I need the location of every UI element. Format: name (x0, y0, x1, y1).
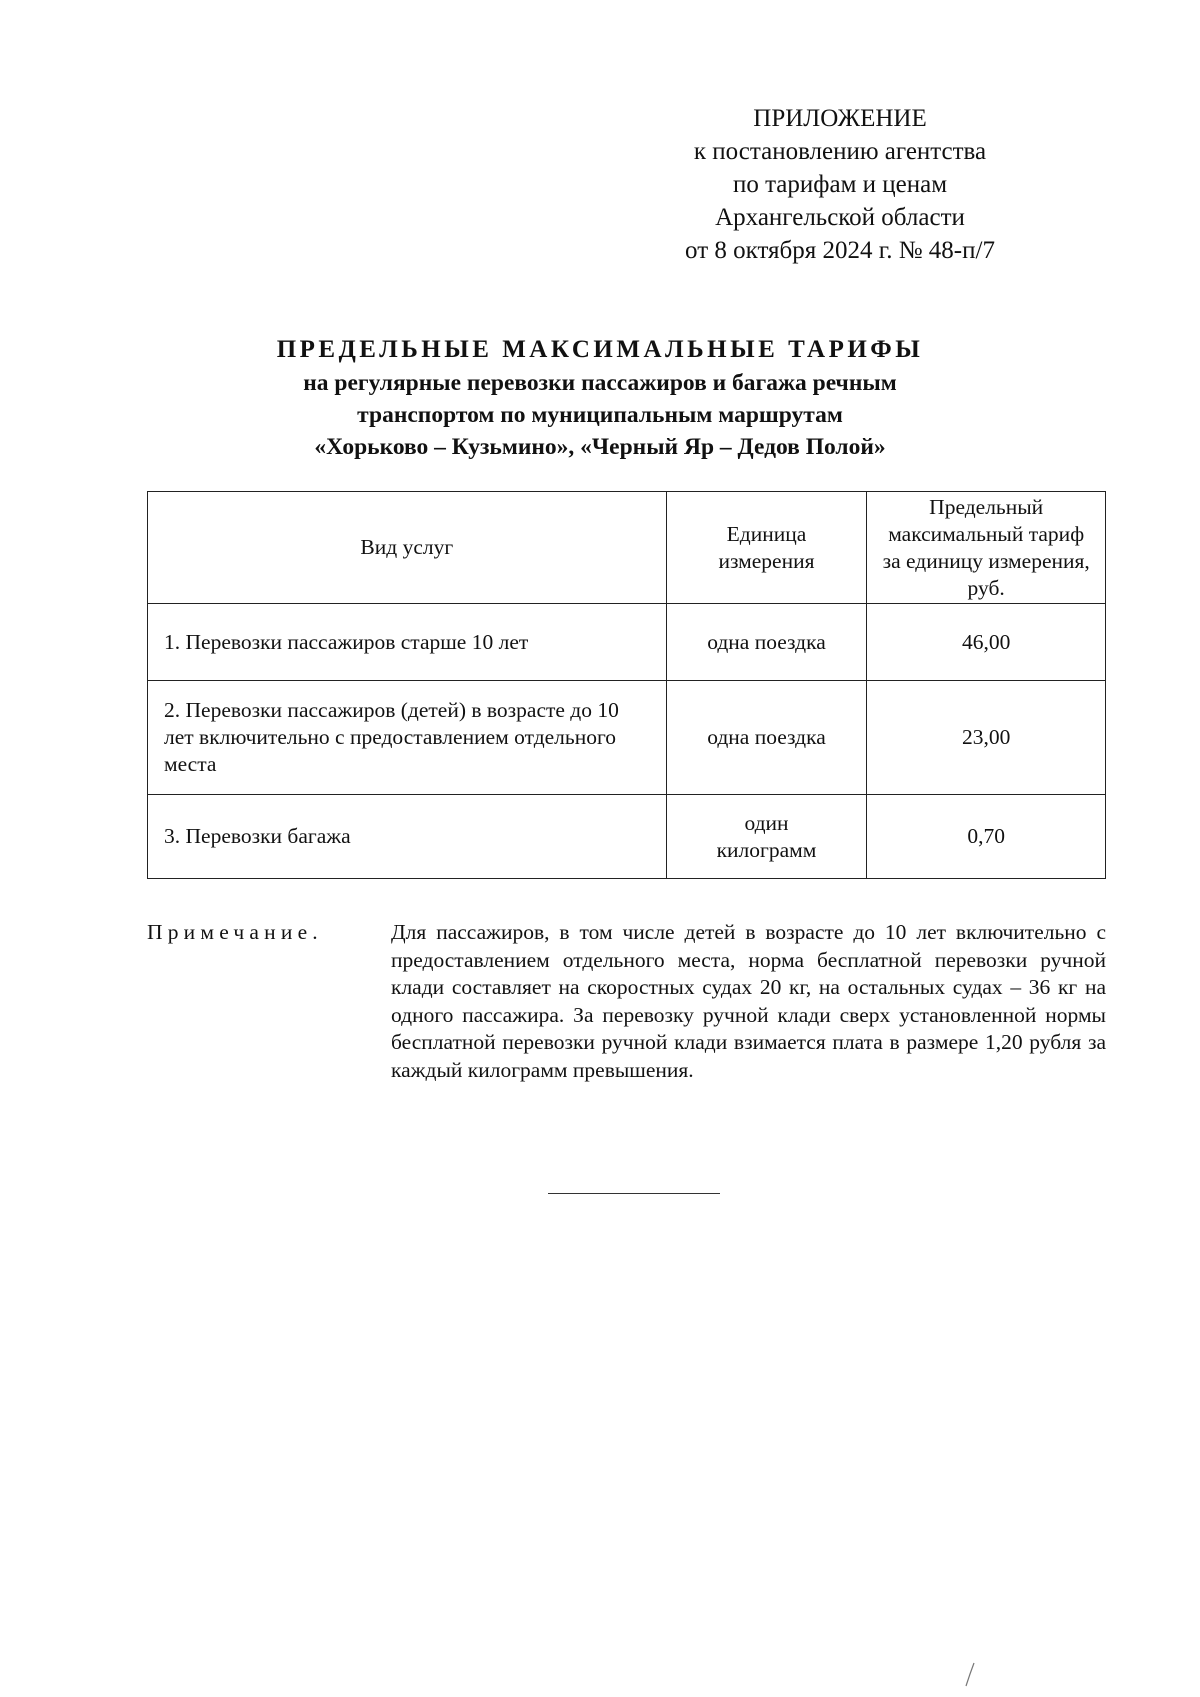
pen-mark (963, 1662, 977, 1693)
document-title (140, 334, 1060, 463)
header-service-type: Вид услуг (148, 492, 667, 604)
service-cell: 3. Перевозки багажа (148, 795, 667, 879)
tariff-cell: 0,70 (867, 795, 1106, 879)
appendix-line: Архангельской области (715, 204, 965, 231)
note-text: Для пассажиров, в том числе детей в возрасте до 10 лет включительно с предоставлением отдельного места, норма бесплатной перевозки ручной клади составляет на скоростных судах 20 кг, на остальных судах – 36 кг на одного пассажира. За перевозку ручной клади сверх установленной нормы бесплатной перевозки ручной клади взимается плата в размере 1,20 рубля за каждый килограмм превышения. (391, 920, 1106, 1082)
unit-cell: одна поездка (666, 604, 867, 681)
note-label: Примечание. (147, 920, 323, 944)
header-tariff: Предельный максимальный тариф за единицу измерения, руб. (867, 492, 1106, 604)
unit-cell: одна поездка (666, 681, 867, 795)
table-header-row (148, 492, 1106, 604)
title-line: «Хорьково – Кузьмино», «Черный Яр – Дедов Полой» (314, 434, 886, 460)
end-divider (548, 1193, 720, 1194)
title-line: транспортом по муниципальным маршрутам (357, 402, 843, 428)
table-row (148, 795, 1106, 879)
appendix-block (640, 102, 1040, 267)
service-cell: 2. Перевозки пассажиров (детей) в возрасте до 10 лет включительно с предоставлением отдельного места (148, 681, 667, 795)
tariff-table (147, 491, 1106, 879)
appendix-line: к постановлению агентства (693, 138, 987, 165)
tariff-cell: 23,00 (867, 681, 1106, 795)
unit-cell: один килограмм (666, 795, 867, 879)
title-main: ПРЕДЕЛЬНЫЕ МАКСИМАЛЬНЫЕ ТАРИФЫ (276, 336, 924, 363)
tariff-cell: 46,00 (867, 604, 1106, 681)
header-unit: Единица измерения (666, 492, 867, 604)
table-row (148, 604, 1106, 681)
title-line: на регулярные перевозки пассажиров и багажа речным (303, 370, 897, 396)
service-cell: 1. Перевозки пассажиров старше 10 лет (148, 604, 667, 681)
appendix-line: от 8 октября 2024 г. № 48-п/7 (685, 237, 995, 264)
appendix-line: по тарифам и ценам (732, 171, 948, 198)
table-row (148, 681, 1106, 795)
appendix-heading: ПРИЛОЖЕНИЕ (753, 105, 927, 132)
